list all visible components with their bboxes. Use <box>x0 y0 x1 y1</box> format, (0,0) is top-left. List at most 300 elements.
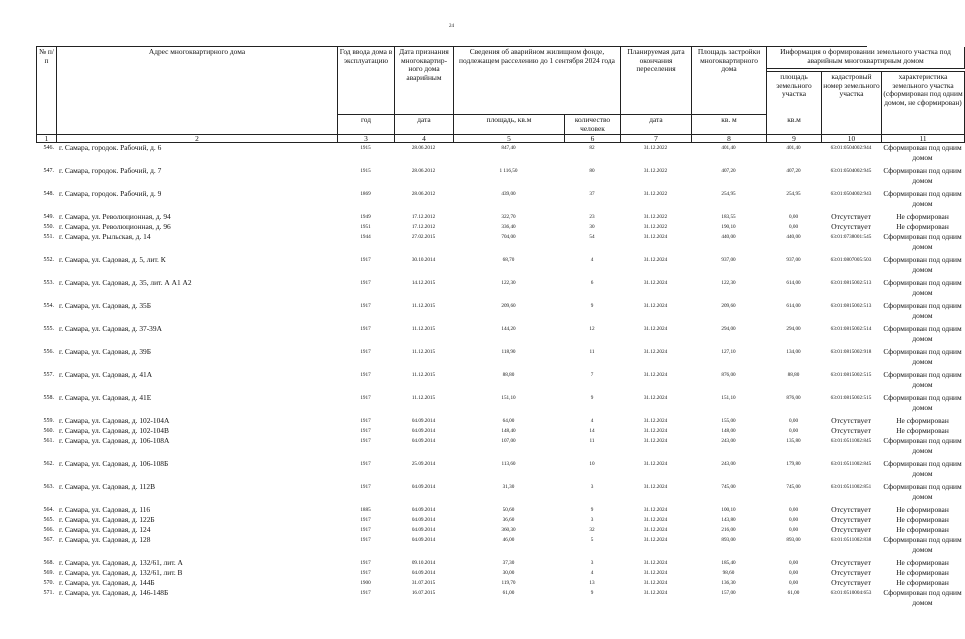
table-row <box>36 535 962 558</box>
table-row <box>36 459 962 482</box>
row-number: 569. <box>43 570 54 577</box>
row-date-recognized: 04.09.2014 <box>411 418 436 425</box>
row-date-recognized: 11.12.2015 <box>411 326 436 333</box>
row-building-area: 143,80 <box>721 517 736 524</box>
row-people: 10 <box>589 461 595 468</box>
table-row <box>36 393 962 416</box>
row-land-char: Сформирован под одним домом <box>883 189 962 208</box>
table-row <box>36 505 949 515</box>
row-planned-date: 31.12.2024 <box>643 303 668 310</box>
row-land-area: 134,00 <box>786 349 801 356</box>
row-land-char: Сформирован под одним домом <box>883 278 962 297</box>
row-number: 558. <box>43 395 54 402</box>
row-year: 1917 <box>360 590 371 597</box>
row-cadastral: Отсутствует <box>831 578 871 588</box>
row-planned-date: 31.12.2024 <box>643 517 668 524</box>
row-cadastral: Отсутствует <box>831 212 871 222</box>
table-row <box>36 324 962 347</box>
row-area: 322,70 <box>501 214 516 221</box>
row-cadastral: 63:01:0504002:943 <box>830 191 872 198</box>
row-land-char: Не сформирован <box>896 525 949 535</box>
row-people: 37 <box>589 191 595 198</box>
row-planned-date: 31.12.2024 <box>643 507 668 514</box>
row-planned-date: 31.12.2024 <box>643 461 668 468</box>
table-row <box>36 416 949 426</box>
row-land-char: Не сформирован <box>896 515 949 525</box>
row-area: 847,40 <box>501 145 516 152</box>
row-address: г. Самара, ул. Садовая, д. 124 <box>59 525 151 535</box>
row-building-area: 122,30 <box>721 280 736 287</box>
row-people: 80 <box>589 168 595 175</box>
row-year: 1917 <box>360 438 371 445</box>
row-land-area: 401,40 <box>786 145 801 152</box>
row-land-char: Сформирован под одним домом <box>883 482 962 501</box>
table-row <box>36 370 962 393</box>
row-cadastral: 63:01:0504002:945 <box>830 168 872 175</box>
row-cadastral: 63:01:0815002:514 <box>830 326 872 333</box>
row-planned-date: 31.12.2024 <box>643 580 668 587</box>
row-building-area: 136,30 <box>721 580 736 587</box>
row-people: 11 <box>589 438 595 445</box>
row-land-char: Не сформирован <box>896 222 949 232</box>
row-year: 1917 <box>360 484 371 491</box>
row-number: 548. <box>43 191 54 198</box>
row-date-recognized: 25.09.2014 <box>411 461 436 468</box>
row-building-area: 148,00 <box>721 428 736 435</box>
row-number: 563. <box>43 484 54 491</box>
row-date-recognized: 11.12.2015 <box>411 372 436 379</box>
row-land-char: Не сформирован <box>896 578 949 588</box>
row-land-area: 179,80 <box>786 461 801 468</box>
row-building-area: 127,10 <box>721 349 736 356</box>
row-building-area: 243,00 <box>721 438 736 445</box>
row-number: 571. <box>43 590 54 597</box>
row-land-char: Сформирован под одним домом <box>883 588 962 607</box>
row-people: 30 <box>589 224 595 231</box>
table-row <box>36 278 962 301</box>
row-address: г. Самара, ул. Садовая, д. 116 <box>59 505 151 515</box>
row-building-area: 254,95 <box>721 191 736 198</box>
row-land-area: 0,00 <box>788 570 799 577</box>
row-address: г. Самара, городок. Рабочий, д. 9 <box>59 189 162 199</box>
row-people: 6 <box>590 280 594 287</box>
row-area: 50,60 <box>502 507 515 514</box>
row-date-recognized: 17.12.2012 <box>411 224 436 231</box>
row-number: 561. <box>43 438 54 445</box>
row-land-area: 254,95 <box>786 191 801 198</box>
row-planned-date: 31.12.2024 <box>643 326 668 333</box>
row-planned-date: 31.12.2024 <box>643 537 668 544</box>
row-year: 1917 <box>360 570 371 577</box>
row-people: 12 <box>589 326 595 333</box>
row-number: 555. <box>43 326 54 333</box>
row-area: 360,30 <box>501 527 516 534</box>
row-people: 3 <box>590 484 594 491</box>
row-land-char: Сформирован под одним домом <box>883 255 962 274</box>
row-year: 1917 <box>360 349 371 356</box>
row-year: 1951 <box>360 224 371 231</box>
row-cadastral: 63:01:0815002:515 <box>830 395 872 402</box>
row-land-char: Не сформирован <box>896 558 949 568</box>
row-date-recognized: 31.07.2015 <box>411 580 436 587</box>
row-planned-date: 31.12.2024 <box>643 234 668 241</box>
table-row <box>36 515 949 525</box>
table-row <box>36 525 949 535</box>
row-planned-date: 31.12.2022 <box>643 191 668 198</box>
row-area: 144,20 <box>501 326 516 333</box>
row-people: 23 <box>589 214 595 221</box>
row-building-area: 937,00 <box>721 257 736 264</box>
row-cadastral: Отсутствует <box>831 525 871 535</box>
row-number: 559. <box>43 418 54 425</box>
row-cadastral: Отсутствует <box>831 568 871 578</box>
row-year: 1917 <box>360 560 371 567</box>
header-unit-date2: дата <box>621 115 692 135</box>
row-land-char: Сформирован под одним домом <box>883 370 962 389</box>
row-people: 5 <box>590 537 594 544</box>
header-unit-date: дата <box>395 115 454 135</box>
row-number: 567. <box>43 537 54 544</box>
row-number: 565. <box>43 517 54 524</box>
row-address: г. Самара, ул. Садовая, д. 41А <box>59 370 153 380</box>
row-cadastral: 63:01:0738001:545 <box>830 234 872 241</box>
row-date-recognized: 28.06.2012 <box>411 145 436 152</box>
row-cadastral: Отсутствует <box>831 515 871 525</box>
header-cadastral: кадастровый номер земельного участка <box>822 71 882 115</box>
row-area: 36,60 <box>502 517 515 524</box>
row-area: 118,90 <box>501 349 516 356</box>
row-planned-date: 31.12.2024 <box>643 372 668 379</box>
table-row <box>36 588 962 611</box>
row-cadastral: 63:01:0511002:845 <box>830 438 872 445</box>
row-planned-date: 31.12.2024 <box>643 560 668 567</box>
row-area: 704,00 <box>501 234 516 241</box>
header-unit-sqm2: кв.м <box>767 115 822 135</box>
row-land-char: Не сформирован <box>896 505 949 515</box>
row-land-area: 294,00 <box>786 326 801 333</box>
row-land-area: 0,00 <box>788 517 799 524</box>
row-address: г. Самара, ул. Садовая, д. 128 <box>59 535 151 545</box>
row-cadastral: 63:01:0815002:918 <box>830 349 872 356</box>
row-land-char: Не сформирован <box>896 426 949 436</box>
row-date-recognized: 16.07.2015 <box>411 590 436 597</box>
row-land-char: Сформирован под одним домом <box>883 143 962 162</box>
row-planned-date: 31.12.2022 <box>643 145 668 152</box>
column-number: 10 <box>822 135 882 143</box>
header-building-area: Площадь застройки многоквартирного дома <box>692 47 767 115</box>
row-area: 88,80 <box>502 372 515 379</box>
header-unit-blank2 <box>882 115 965 135</box>
row-number: 568. <box>43 560 54 567</box>
row-address: г. Самара, ул. Садовая, д. 41Е <box>59 393 152 403</box>
row-number: 566. <box>43 527 54 534</box>
table-row <box>36 189 962 212</box>
row-number: 560. <box>43 428 54 435</box>
row-year: 1917 <box>360 280 371 287</box>
row-area: 30,00 <box>502 570 515 577</box>
row-address: г. Самара, ул. Садовая, д. 106-108Б <box>59 459 169 469</box>
row-planned-date: 31.12.2024 <box>643 527 668 534</box>
row-address: г. Самара, ул. Садовая, д. 102-104А <box>59 416 170 426</box>
row-planned-date: 31.12.2024 <box>643 349 668 356</box>
row-year: 1885 <box>360 507 371 514</box>
row-cadastral: 63:01:0815002:515 <box>830 372 872 379</box>
row-people: 3 <box>590 517 594 524</box>
column-number: 5 <box>454 135 565 143</box>
row-year: 1917 <box>360 537 371 544</box>
row-land-area: 893,00 <box>786 537 801 544</box>
row-people: 11 <box>589 349 595 356</box>
table-row <box>36 558 949 568</box>
row-area: 61,00 <box>502 590 515 597</box>
row-year: 1917 <box>360 395 371 402</box>
row-land-area: 876,00 <box>786 395 801 402</box>
table-row <box>36 255 962 278</box>
row-land-char: Сформирован под одним домом <box>883 232 962 251</box>
row-year: 1949 <box>360 214 371 221</box>
row-land-area: 745,00 <box>786 484 801 491</box>
row-address: г. Самара, ул. Садовая, д. 35, лит. А А1 А2 <box>59 278 192 288</box>
row-year: 1917 <box>360 326 371 333</box>
row-area: 37,30 <box>502 560 515 567</box>
row-date-recognized: 04.09.2014 <box>411 527 436 534</box>
row-date-recognized: 09.10.2014 <box>411 560 436 567</box>
table-row <box>36 166 962 189</box>
row-date-recognized: 27.02.2015 <box>411 234 436 241</box>
row-building-area: 243,00 <box>721 461 736 468</box>
row-land-char: Не сформирован <box>896 568 949 578</box>
housing-table <box>36 46 963 611</box>
row-address: г. Самара, городок. Рабочий, д. 7 <box>59 166 162 176</box>
row-land-area: 0,00 <box>788 428 799 435</box>
row-building-area: 893,00 <box>721 537 736 544</box>
column-number: 9 <box>767 135 822 143</box>
row-year: 1917 <box>360 372 371 379</box>
row-land-char: Сформирован под одним домом <box>883 436 962 455</box>
row-planned-date: 31.12.2024 <box>643 438 668 445</box>
header-date-recognized: Дата признания многоквартир-ного дома аварийным <box>395 47 454 115</box>
row-building-area: 876,00 <box>721 372 736 379</box>
row-date-recognized: 11.12.2015 <box>411 395 436 402</box>
row-people: 54 <box>589 234 595 241</box>
row-date-recognized: 28.06.2012 <box>411 168 436 175</box>
row-year: 1917 <box>360 303 371 310</box>
column-number: 7 <box>621 135 692 143</box>
column-number: 8 <box>692 135 767 143</box>
row-area: 31,30 <box>502 484 515 491</box>
row-building-area: 401,40 <box>721 145 736 152</box>
row-date-recognized: 04.09.2014 <box>411 517 436 524</box>
header-unit-people: количество человек <box>565 115 621 135</box>
header-no: № п/п <box>37 47 57 135</box>
row-building-area: 155,00 <box>721 418 736 425</box>
row-number: 557. <box>43 372 54 379</box>
header-address: Адрес многоквартирного дома <box>57 47 338 135</box>
row-building-area: 216,00 <box>721 527 736 534</box>
row-date-recognized: 04.09.2014 <box>411 428 436 435</box>
row-cadastral: 63:01:0504002:944 <box>830 145 872 152</box>
row-building-area: 190,10 <box>721 224 736 231</box>
row-land-area: 88,80 <box>787 372 800 379</box>
row-land-area: 614,00 <box>786 280 801 287</box>
row-number: 547. <box>43 168 54 175</box>
row-area: 119,70 <box>501 580 516 587</box>
row-date-recognized: 04.09.2014 <box>411 537 436 544</box>
row-land-area: 0,00 <box>788 418 799 425</box>
row-address: г. Самара, ул. Садовая, д. 39Б <box>59 347 151 357</box>
column-number: 11 <box>882 135 965 143</box>
header-land-info: Информация о формировании земельного участка под аварийным многоквартирным домом <box>767 47 965 69</box>
row-cadastral: Отсутствует <box>831 505 871 515</box>
table-body <box>36 143 962 611</box>
row-number: 562. <box>43 461 54 468</box>
row-land-char: Сформирован под одним домом <box>883 535 962 554</box>
row-cadastral: 63:01:0511002:845 <box>830 461 872 468</box>
row-land-char: Не сформирован <box>896 212 949 222</box>
header-unit-sqm: кв. м <box>692 115 767 135</box>
row-area: 122,30 <box>501 280 516 287</box>
header-unit-year: год <box>338 115 395 135</box>
table-row <box>36 568 949 578</box>
row-date-recognized: 28.06.2012 <box>411 191 436 198</box>
row-cadastral: 63:01:0807005:503 <box>830 257 872 264</box>
row-people: 9 <box>590 395 594 402</box>
row-date-recognized: 04.09.2014 <box>411 438 436 445</box>
row-area: 151,10 <box>501 395 516 402</box>
row-year: 1915 <box>360 168 371 175</box>
row-date-recognized: 11.12.2015 <box>411 349 436 356</box>
row-date-recognized: 17.12.2012 <box>411 214 436 221</box>
row-planned-date: 31.12.2024 <box>643 418 668 425</box>
row-area: 46,00 <box>502 537 515 544</box>
table-header <box>36 46 963 135</box>
row-building-area: 407,20 <box>721 168 736 175</box>
row-planned-date: 31.12.2024 <box>643 590 668 597</box>
header-land-char: характеристика земельного участка (сформирован под одним домом, не сформирован) <box>882 71 965 115</box>
header-year: Год ввода дома в эксплуатацию <box>338 47 395 115</box>
column-number: 1 <box>37 135 57 143</box>
row-number: 549. <box>43 214 54 221</box>
table-row <box>36 222 949 232</box>
row-number: 553. <box>43 280 54 287</box>
row-year: 1900 <box>360 580 371 587</box>
row-planned-date: 31.12.2024 <box>643 395 668 402</box>
row-planned-date: 31.12.2024 <box>643 484 668 491</box>
row-people: 4 <box>590 257 594 264</box>
row-date-recognized: 11.12.2015 <box>411 303 436 310</box>
header-unit-area: площадь, кв.м <box>454 115 565 135</box>
row-number: 552. <box>43 257 54 264</box>
row-address: г. Самара, ул. Революционная, д. 94 <box>59 212 171 222</box>
row-land-char: Сформирован под одним домом <box>883 459 962 478</box>
table-row <box>36 212 949 222</box>
row-year: 1917 <box>360 428 371 435</box>
header-emergency-info: Сведения об аварийном жилищном фонде, подлежащем расселению до 1 сентября 2024 года <box>454 47 621 115</box>
row-area: 113,60 <box>501 461 516 468</box>
row-year: 1917 <box>360 527 371 534</box>
row-date-recognized: 04.09.2014 <box>411 507 436 514</box>
row-cadastral: 63:01:0511002:851 <box>830 484 872 491</box>
row-people: 9 <box>590 507 594 514</box>
row-year: 1944 <box>360 234 371 241</box>
row-area: 68,70 <box>502 257 515 264</box>
row-land-area: 0,00 <box>788 560 799 567</box>
row-area: 336,40 <box>501 224 516 231</box>
header-unit-blank <box>822 115 882 135</box>
row-people: 9 <box>590 303 594 310</box>
row-land-area: 0,00 <box>788 507 799 514</box>
row-planned-date: 31.12.2024 <box>643 570 668 577</box>
row-land-area: 0,00 <box>788 224 799 231</box>
row-land-area: 0,00 <box>788 527 799 534</box>
row-year: 1869 <box>360 191 371 198</box>
row-address: г. Самара, городок. Рабочий, д. 6 <box>59 143 162 153</box>
row-address: г. Самара, ул. Садовая, д. 112В <box>59 482 156 492</box>
row-building-area: 183,55 <box>721 214 736 221</box>
table-row <box>36 347 962 370</box>
row-land-char: Сформирован под одним домом <box>883 324 962 343</box>
row-people: 7 <box>590 372 594 379</box>
row-people: 82 <box>589 145 595 152</box>
row-address: г. Самара, ул. Садовая, д. 144Б <box>59 578 155 588</box>
row-date-recognized: 04.09.2014 <box>411 570 436 577</box>
row-year: 1917 <box>360 461 371 468</box>
row-land-char: Сформирован под одним домом <box>883 301 962 320</box>
row-cadastral: Отсутствует <box>831 222 871 232</box>
row-number: 551. <box>43 234 54 241</box>
row-area: 209,60 <box>501 303 516 310</box>
row-area: 1 116,50 <box>499 168 518 175</box>
table-row <box>36 578 949 588</box>
row-number: 564. <box>43 507 54 514</box>
row-area: 439,00 <box>501 191 516 198</box>
row-area: 107,00 <box>501 438 516 445</box>
row-area: 148,40 <box>501 428 516 435</box>
row-address: г. Самара, ул. Садовая, д. 132/61, лит. В <box>59 568 183 578</box>
table-row <box>36 143 962 166</box>
row-land-area: 614,00 <box>786 303 801 310</box>
row-number: 570. <box>43 580 54 587</box>
row-planned-date: 31.12.2024 <box>643 257 668 264</box>
row-date-recognized: 30.10.2014 <box>411 257 436 264</box>
row-building-area: 745,00 <box>721 484 736 491</box>
page-number: 24 <box>449 24 454 29</box>
row-address: г. Самара, ул. Садовая, д. 35Б <box>59 301 151 311</box>
row-cadastral: 63:01:0815002:513 <box>830 303 872 310</box>
column-number: 3 <box>338 135 395 143</box>
row-people: 9 <box>590 590 594 597</box>
row-building-area: 98,60 <box>722 570 735 577</box>
row-land-area: 135,80 <box>786 438 801 445</box>
table-row <box>36 301 962 324</box>
row-building-area: 440,00 <box>721 234 736 241</box>
row-land-char: Сформирован под одним домом <box>883 166 962 185</box>
row-date-recognized: 04.09.2014 <box>411 484 436 491</box>
row-address: г. Самара, ул. Садовая, д. 102-104В <box>59 426 169 436</box>
row-address: г. Самара, ул. Революционная, д. 96 <box>59 222 171 232</box>
row-number: 550. <box>43 224 54 231</box>
row-building-area: 151,10 <box>721 395 736 402</box>
row-people: 32 <box>589 527 595 534</box>
row-address: г. Самара, ул. Садовая, д. 106-108А <box>59 436 170 446</box>
row-address: г. Самара, ул. Садовая, д. 5, лит. К <box>59 255 166 265</box>
row-address: г. Самара, ул. Рыльская, д. 14 <box>59 232 151 242</box>
row-planned-date: 31.12.2022 <box>643 168 668 175</box>
row-year: 1917 <box>360 257 371 264</box>
row-land-char: Сформирован под одним домом <box>883 393 962 412</box>
row-people: 3 <box>590 560 594 567</box>
table-row <box>36 232 962 255</box>
